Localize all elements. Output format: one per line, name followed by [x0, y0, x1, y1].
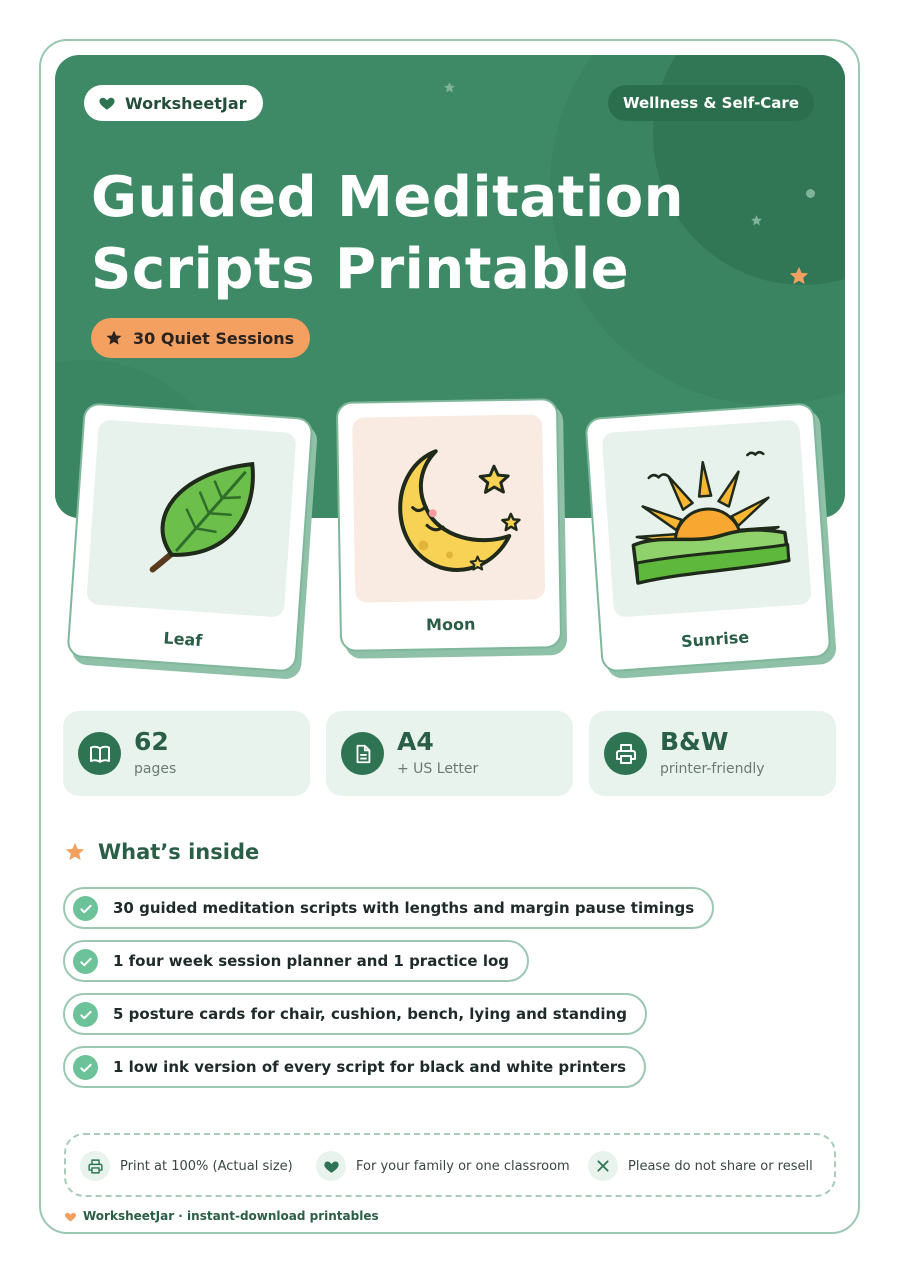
section-title: What’s inside [98, 840, 260, 864]
feature-text: 1 low ink version of every script for black and white printers [113, 1058, 627, 1076]
stat-sub: printer-friendly [660, 761, 765, 777]
stat-sub: + US Letter [397, 761, 479, 777]
sunrise-icon [617, 438, 797, 599]
footer-note-text: For your family or one classroom [356, 1158, 570, 1174]
card-art [86, 419, 296, 617]
card-sunrise [584, 402, 831, 672]
sparkle-dot [806, 189, 815, 198]
stat-pages [63, 711, 310, 796]
stat-sub: pages [134, 761, 177, 777]
close-icon [595, 1158, 611, 1174]
footer-notes [64, 1133, 836, 1197]
feature-item [63, 1046, 646, 1088]
card-label: Moon [425, 614, 476, 635]
feature-text: 1 four week session planner and 1 practice log [113, 952, 509, 970]
check-icon [79, 902, 93, 916]
footer-note [588, 1151, 813, 1181]
card-label: Leaf [162, 628, 203, 651]
printer-icon [87, 1158, 104, 1175]
sparkle-star-icon [443, 81, 456, 94]
footer-credit [64, 1209, 379, 1223]
document-icon [352, 743, 374, 765]
footer-note [80, 1151, 293, 1181]
stat-value: B&W [660, 727, 729, 756]
check-icon [79, 1061, 93, 1075]
brand-name: WorksheetJar [125, 93, 247, 113]
sessions-badge [91, 318, 310, 358]
orange-star-icon [64, 841, 86, 863]
printer-icon [614, 742, 638, 766]
section-heading [64, 840, 259, 864]
stat-print [589, 711, 836, 796]
book-icon [88, 742, 112, 766]
category-badge: Wellness & Self-Care [608, 85, 814, 121]
heart-icon [323, 1158, 340, 1175]
page-title [91, 162, 791, 306]
check-icon [79, 955, 93, 969]
card-label: Sunrise [680, 627, 750, 652]
card-art [352, 414, 545, 602]
title-line-1: Guided Meditation [91, 165, 685, 230]
footer-note-text: Print at 100% (Actual size) [120, 1158, 293, 1174]
leaf-icon [111, 438, 271, 598]
card-moon [336, 398, 562, 652]
sessions-label: 30 Quiet Sessions [133, 328, 295, 348]
check-icon [79, 1008, 93, 1022]
moon-icon [367, 427, 530, 590]
footer-note-text: Please do not share or resell [628, 1158, 813, 1174]
heart-icon [98, 94, 116, 112]
card-leaf [66, 402, 313, 672]
feature-item [63, 887, 714, 929]
card-art [601, 419, 811, 617]
feature-item [63, 940, 529, 982]
credit-text: WorksheetJar · instant-download printables [83, 1209, 379, 1223]
stat-paper-size [326, 711, 573, 796]
feature-text: 5 posture cards for chair, cushion, bench, lying and standing [113, 1005, 627, 1023]
footer-note [316, 1151, 570, 1181]
heart-icon [64, 1210, 77, 1223]
title-line-2: Scripts Printable [91, 237, 630, 302]
stat-value: 62 [134, 727, 169, 756]
star-icon [105, 329, 123, 347]
stat-value: A4 [397, 727, 434, 756]
brand-pill [84, 85, 263, 121]
feature-text: 30 guided meditation scripts with lengths and margin pause timings [113, 899, 695, 917]
orange-star-icon [788, 265, 810, 287]
feature-item [63, 993, 647, 1035]
